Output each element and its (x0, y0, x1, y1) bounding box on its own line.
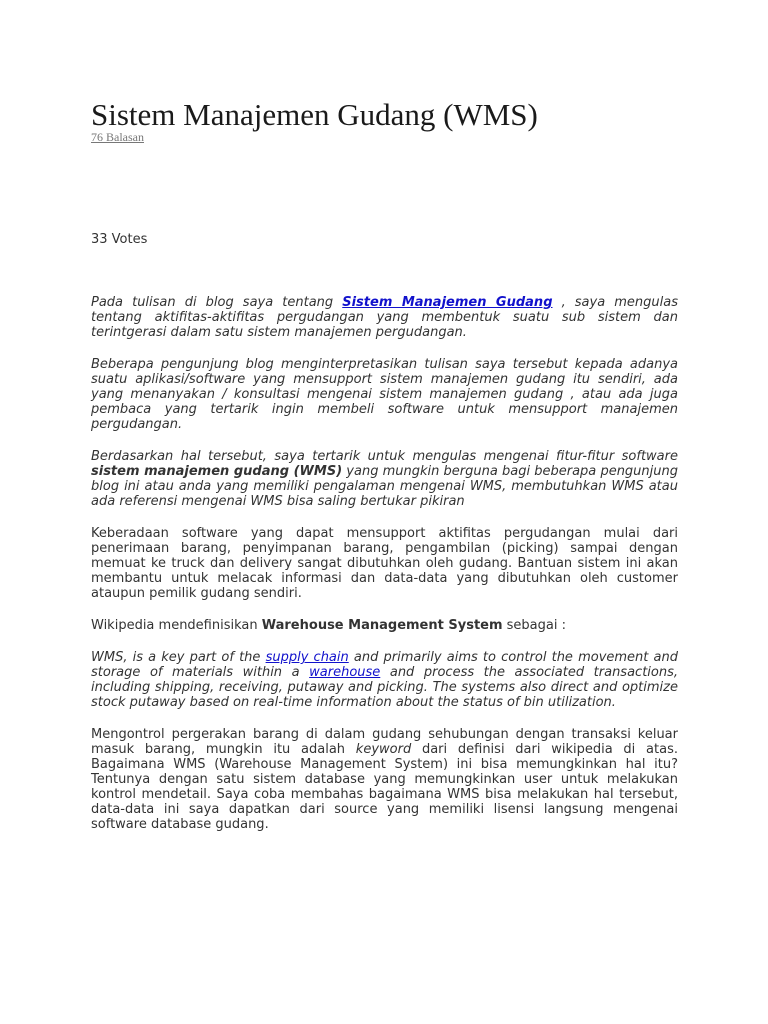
italic-term: keyword (355, 742, 412, 757)
paragraph-text: Wikipedia mendefinisikan (91, 618, 262, 633)
bold-term: Warehouse Management System (261, 618, 503, 633)
paragraph-software: Keberadaan software yang dapat mensupport aktifitas pergudangan mulai dari penerimaan barang, penyimpanan barang, pengambilan (picking) sampai dengan memuat ke truck dan delivery sangat dibutuhkan oleh gudang. Bantuan sistem ini akan membantu untuk melacak informasi dan data-data yang dibutuhkan oleh customer ataupun pemilik gudang sendiri. (91, 526, 678, 601)
votes-count: 33 Votes (91, 232, 148, 247)
paragraph-features (91, 449, 678, 509)
page-title: Sistem Manajemen Gudang (WMS) (91, 97, 538, 132)
paragraph-control (91, 727, 678, 832)
bold-term: sistem manajemen gudang (WMS) (91, 464, 343, 479)
paragraph-wikipedia (91, 618, 678, 633)
sistem-manajemen-gudang-link[interactable]: Sistem Manajemen Gudang (342, 295, 553, 310)
paragraph-visitors: Beberapa pengunjung blog menginterpretasikan tulisan saya tersebut kepada adanya suatu aplikasi/software yang mensupport sistem manajemen gudang itu sendiri, ada yang menanyakan / konsultasi mengenai sistem manajemen gudang , atau ada juga pembaca yang tertarik ingin membeli software untuk mensupport manajemen pergudangan. (91, 357, 678, 432)
supply-chain-link[interactable]: supply chain (265, 650, 349, 665)
paragraph-text: and primarily aims to control the movement and storage of materials within a (91, 650, 678, 680)
paragraph-definition (91, 650, 678, 710)
paragraph-text: and process the associated transactions, including shipping, receiving, putaway and picking. The systems also direct and optimize stock putaway based on real-time information about the status of bin utilization. (91, 665, 678, 710)
warehouse-link[interactable]: warehouse (309, 665, 381, 680)
paragraph-text: sebagai : (502, 618, 566, 633)
replies-link[interactable]: 76 Balasan (91, 130, 144, 144)
paragraph-text: Pada tulisan di blog saya tentang (91, 295, 343, 310)
paragraph-text: Mengontrol pergerakan barang di dalam gudang sehubungan dengan transaksi keluar masuk barang, mungkin itu adalah (91, 727, 678, 757)
article-body (91, 295, 678, 849)
paragraph-text: , saya mengulas tentang aktifitas-aktifitas pergudangan yang membentuk suatu sub sistem dan terintgerasi dalam satu sistem manajemen pergudangan. (91, 295, 678, 340)
paragraph-text: dari definisi dari wikipedia di atas. Bagaimana WMS (Warehouse Management System) ini bisa memungkinkan hal itu? Tentunya dengan satu sistem database yang memungkinkan user untuk melakukan kontrol mendetail. Saya coba membahas bagaimana WMS bisa melakukan hal tersebut, data-data ini saya dapatkan dari source yang memiliki lisensi langsung mengenai software database gudang. (91, 742, 678, 832)
paragraph-text: yang mungkin berguna bagi beberapa pengunjung blog ini atau anda yang memiliki pengalaman mengenai WMS, membutuhkan WMS atau ada referensi mengenai WMS bisa saling bertukar pikiran (91, 464, 679, 509)
paragraph-text: WMS, is a key part of the (91, 650, 266, 665)
paragraph-text: Berdasarkan hal tersebut, saya tertarik untuk mengulas mengenai fitur-fitur software (91, 449, 678, 464)
paragraph-intro (91, 295, 678, 340)
